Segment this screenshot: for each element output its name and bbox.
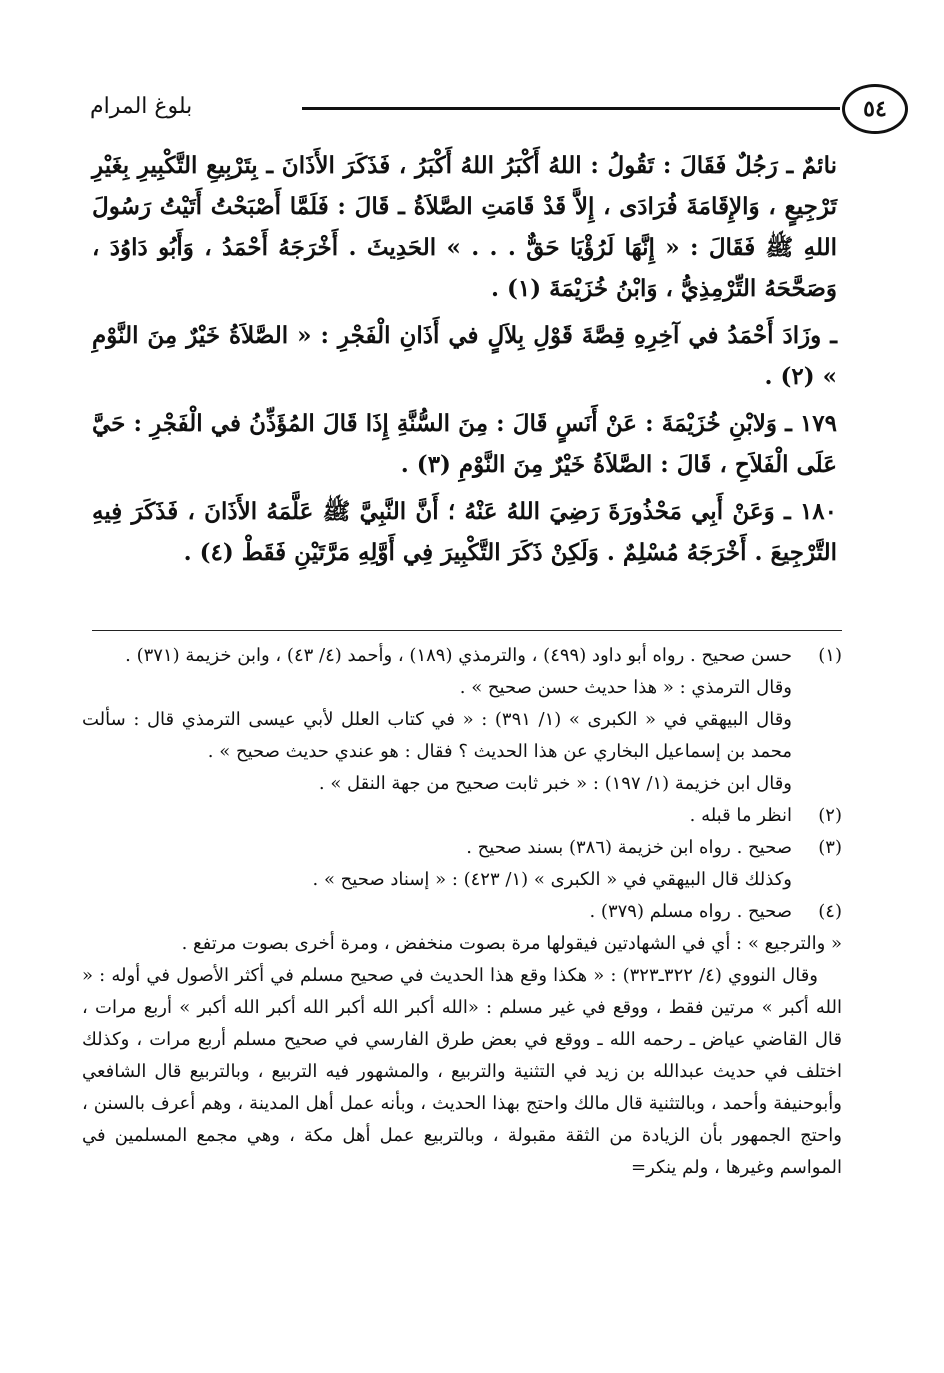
header-rule [302,107,840,110]
footnote-4-nawawi-quote: وقال النووي (٤/ ٣٢٢ـ٣٢٣) : « هكذا وقع هذا الحديث في صحيح مسلم في أكثر الأصول في أوله : « الله أكبر » مرتين فقط ، ووقع في غير مسلم : «الله أكبر الله أكبر الله أكبر الله أكبر » أربع مرات ، قال القاضي عياض ـ رحمه الله ـ ووقع في بعض طرق الفارسي في صحيح مسلم أربع مرات ، وكذلك اختلف في حديث عبدالله بن زيد في التثنية والتربيع ، والمشهور فيه التربيع ، وبالتربيع قال الشافعي وأبوحنيفة وأحمد ، وبالتثنية قال مالك واحتج بهذا الحديث ، وبأنه عمل أهل المدينة ، وهم أعرف بالسنن ، واحتج الجمهور بأن الزيادة من الثقة مقبولة ، وبالتربيع عمل أهل مكة ، وهي مجمع المسلمين في المواسم وغيرها ، ولم ينكر= [82,965,842,1178]
footnote-1-bayhaqi: وقال البيهقي في « الكبرى » (١/ ٣٩١) : « في كتاب العلل لأبي عيسى الترمذي قال : سألت محمد بن إسماعيل البخاري عن هذا الحديث ؟ فقال : هو عندي حديث صحيح » . [82,709,792,762]
paragraph-hadith-continuation: نائمٌ ـ رَجُلٌ فَقَالَ : تَقُولُ : اللهُ أَكْبَرُ اللهُ أَكْبَرُ ، فَذَكَرَ الأَذَانَ ـ بِتَرْبِيعِ التَّكْبِيرِ بِغَيْرِ تَرْجِيعٍ ، وَالإِقَامَةَ فُرَادَى ، إِلاَّ قَدْ قَامَتِ الصَّلاَةُ ـ قَالَ : فَلَمَّا أَصْبَحْتُ أَتَيْتُ رَسُولَ اللهِ ﷺ فَقَالَ : « إِنَّهَا لَرُؤْيَا حَقٌّ . . . » الحَدِيثَ . أَخْرَجَهُ أَحْمَدُ ، وَأَبُو دَاوُدَ ، وَصَحَّحَهُ التِّرْمِذِيُّ ، وَابْنُ خُزَيْمَةَ (١) . [92,152,837,302]
footnote-3 [82,832,842,864]
footnote-1-ibn-khuzaymah: وقال ابن خزيمة (١/ ١٩٧) : « خبر ثابت صحيح من جهة النقل » . [318,773,792,794]
footnote-2 [82,800,842,832]
footnote-number: (٤) [818,901,842,922]
footnote-3-bayhaqi: وكذلك قال البيهقي في « الكبرى » (١/ ٤٢٣) : « إسناد صحيح » . [312,869,792,890]
page-header [90,82,887,132]
footnote-number: (٢) [818,805,842,826]
main-text [92,145,837,579]
footnote-4 [82,896,842,928]
footnote-1-tirmidhi: وقال الترمذي : « هذا حديث حسن صحيح » . [459,677,792,698]
paragraph-hadith-180: ١٨٠ ـ وَعَنْ أَبِي مَحْذُورَةَ رَضِيَ اللهُ عَنْهُ ؛ أَنَّ النَّبِيَّ ﷺ عَلَّمَهُ الأَذَانَ ، فَذَكَرَ فِيهِ التَّرْجِيعَ . أَخْرَجَهُ مُسْلِمٌ . وَلَكِنْ ذَكَرَ التَّكْبِيرَ فِي أَوَّلِهِ مَرَّتَيْنِ فَقَطْ (٤) . [92,498,837,566]
footnote-4-tarjee-definition: « والترجيع » : أي في الشهادتين فيقولها مرة بصوت منخفض ، ومرة أخرى بصوت مرتفع . [181,933,842,954]
footnotes [82,640,842,1184]
paragraph-ahmad-addition: ـ وزَادَ أَحْمَدُ في آخِرِهِ قِصَّةَ قَوْلِ بِلاَلٍ في أَذَانِ الْفَجْرِ : « الصَّلاَةُ خَيْرٌ مِنَ النَّوْمِ » (٢) . [92,322,837,390]
footnote-text: صحيح . رواه ابن خزيمة (٣٨٦) بسند صحيح . [466,837,792,858]
page-number: ٥٤ [842,84,908,134]
paragraph-hadith-179: ١٧٩ ـ وَلابْنِ خُزَيْمَةَ : عَنْ أَنَسٍ قَالَ : مِنَ السُّنَّةِ إِذَا قَالَ المُؤَذِّنُ في الْفَجْرِ : حَيَّ عَلَى الْفَلاَحِ ، قَالَ : الصَّلاَةُ خَيْرٌ مِنَ النَّوْمِ (٣) . [92,410,837,478]
book-title: بلوغ المرام [90,94,193,119]
footnote-separator [92,630,842,631]
footnote-number: (١) [818,645,842,666]
footnote-text: صحيح . رواه مسلم (٣٧٩) . [589,901,792,922]
footnote-text: انظر ما قبله . [689,805,792,826]
footnote-number: (٣) [818,837,842,858]
footnote-text: حسن صحيح . رواه أبو داود (٤٩٩) ، والترمذي (١٨٩) ، وأحمد (٤/ ٤٣) ، وابن خزيمة (٣٧١) . [125,645,792,666]
footnote-1 [82,640,842,672]
